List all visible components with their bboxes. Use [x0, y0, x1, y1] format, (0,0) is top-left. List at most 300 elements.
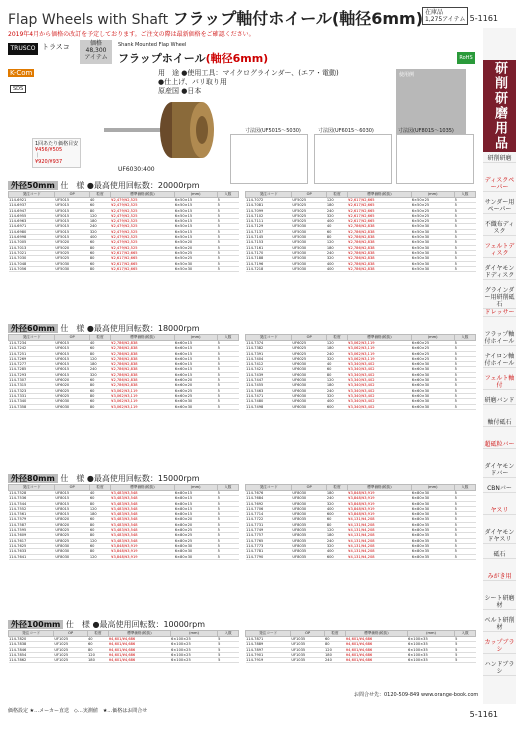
page-code: 5-1161: [469, 14, 498, 23]
table-cell: 6×100×25: [171, 642, 218, 647]
table-cell: 80: [89, 266, 110, 271]
table-cell: 114-7544: [9, 501, 55, 506]
table-cell: ¥2,617/¥2,665: [348, 208, 412, 213]
table-cell: 114-7609: [9, 533, 55, 538]
table-cell: ¥3,483/¥3,548: [111, 533, 175, 538]
table-row[interactable]: [9, 266, 239, 271]
table-cell: 80: [88, 647, 109, 652]
table-cell: ¥4,131/¥4,208: [348, 554, 412, 559]
table-cell: 240: [326, 351, 347, 356]
table-cell: 114-7633: [9, 549, 55, 554]
table-cell: 5: [217, 356, 238, 361]
table-row[interactable]: [246, 266, 476, 271]
table-cell: 114-7676: [246, 491, 292, 496]
table-cell: UF1035: [291, 652, 325, 657]
table-cell: 320: [326, 256, 347, 261]
sidebar-item[interactable]: 研磨バンド: [484, 397, 515, 404]
table-cell: 5: [217, 533, 238, 538]
table-cell: ¥3,340/¥3,402: [348, 367, 412, 372]
sidebar-item[interactable]: ダイヤモンドディスク: [484, 265, 515, 279]
table-cell: 5: [454, 491, 475, 496]
table-cell: 6×80×30: [411, 491, 454, 496]
table-cell: UF8015: [55, 496, 89, 501]
table-row[interactable]: [9, 404, 239, 409]
table-header: 発注コード: [246, 335, 292, 341]
table-cell: ¥2,786/¥2,838: [348, 235, 412, 240]
table-cell: 114-7552: [9, 506, 55, 511]
table-header: (mm): [411, 485, 454, 491]
sidebar-item[interactable]: ヤスリ: [483, 507, 516, 515]
section-spec: 仕 様 ●最高使用回転数：10000rpm: [63, 620, 206, 629]
table-cell: ¥3,340/¥3,402: [348, 372, 412, 377]
table-cell: 114-7820: [9, 637, 54, 642]
table-cell: 5: [454, 245, 475, 250]
table-cell: 40: [89, 198, 110, 203]
table-header: OP: [291, 631, 325, 637]
spec-line: ●仕上げ、バリ取り用: [158, 78, 227, 86]
table-cell: 5: [217, 245, 238, 250]
sidebar-item[interactable]: ディスクペーパー: [484, 177, 515, 191]
table-cell: ¥2,786/¥2,838: [348, 229, 412, 234]
table-cell: UF5025: [292, 198, 326, 203]
table-cell: 120: [89, 506, 110, 511]
table-cell: 5: [217, 543, 238, 548]
sidebar-item[interactable]: 超砥粒バー: [484, 441, 515, 448]
table-cell: 120: [325, 647, 346, 652]
table-cell: 5: [454, 240, 475, 245]
table-row[interactable]: [9, 554, 239, 559]
table-cell: 5: [217, 383, 238, 388]
table-cell: 6×80×25: [174, 533, 217, 538]
sidebar-item[interactable]: ダイヤモンドバー: [484, 463, 515, 477]
table-row[interactable]: [246, 404, 476, 409]
table-cell: UF5015: [55, 235, 89, 240]
table-header: 発注コード: [9, 485, 55, 491]
table-cell: 600: [326, 512, 347, 517]
sidebar-item[interactable]: ハンドブラシ: [484, 661, 515, 675]
table-cell: 6×50×15: [174, 219, 217, 224]
table-cell: 114-7455: [246, 383, 292, 388]
table-cell: ¥4,601/¥4,686: [108, 658, 170, 663]
table-cell: ¥4,601/¥4,686: [108, 647, 170, 652]
table-cell: UF8030: [55, 543, 89, 548]
contact-info: お問合せ先：0120-509-849 www.orange-book.com: [354, 692, 479, 698]
items-unit: アイテム: [84, 54, 108, 61]
table-cell: 114-7277: [9, 362, 55, 367]
table-cell: 120: [89, 213, 110, 218]
table-cell: ¥2,617/¥2,665: [348, 219, 412, 224]
table-cell: 114-7099: [246, 208, 292, 213]
table-cell: ¥3,848/¥3,919: [348, 491, 412, 496]
table-cell: 40: [326, 224, 347, 229]
table-cell: 5: [217, 261, 238, 266]
table-cell: 5: [455, 647, 476, 652]
table-cell: 6×80×35: [411, 528, 454, 533]
table-cell: 5: [217, 240, 238, 245]
dimension-figure: [396, 134, 474, 184]
table-cell: 5: [217, 235, 238, 240]
table-cell: UF8035: [292, 517, 326, 522]
table-cell: 60: [325, 637, 346, 642]
size-section: [8, 180, 476, 272]
table-cell: 114-7765: [246, 538, 292, 543]
sidebar-item[interactable]: シート研磨材: [484, 595, 515, 609]
table-cell: UF8035: [292, 538, 326, 543]
table-cell: 114-7528: [9, 491, 55, 496]
table-cell: ¥3,062/¥3,119: [111, 404, 175, 409]
table-cell: 80: [89, 245, 110, 250]
table-cell: 6×50×30: [174, 261, 217, 266]
table-cell: ¥2,617/¥2,665: [111, 261, 175, 266]
table-cell: 114-7901: [246, 652, 291, 657]
table-cell: UF6030: [55, 404, 89, 409]
table-cell: UF8020: [55, 522, 89, 527]
table-cell: 5: [454, 517, 475, 522]
table-header: 入数: [454, 485, 475, 491]
table-cell: 5: [454, 538, 475, 543]
table-cell: 6×60×30: [411, 388, 454, 393]
table-cell: 60: [89, 240, 110, 245]
table-cell: 5: [454, 404, 475, 409]
table-cell: 114-7579: [9, 517, 55, 522]
table-cell: 6×60×30: [411, 393, 454, 398]
table-cell: ¥4,131/¥4,208: [348, 543, 412, 548]
table-header: 発注コード: [9, 631, 54, 637]
table-cell: UF5030: [292, 229, 326, 234]
sidebar-active-category[interactable]: 研削研磨用品: [483, 60, 516, 152]
table-cell: 5: [454, 250, 475, 255]
table-cell: 5: [217, 208, 238, 213]
table-cell: 6×60×30: [174, 399, 217, 404]
table-cell: 114-7498: [246, 404, 292, 409]
table-cell: ¥2,786/¥2,838: [348, 256, 412, 261]
table-header: 入数: [455, 631, 476, 637]
table-cell: 180: [326, 245, 347, 250]
table-cell: ¥4,131/¥4,208: [348, 538, 412, 543]
table-cell: 6×80×25: [174, 528, 217, 533]
table-cell: 114-7625: [9, 543, 55, 548]
table-cell: 114-7684: [246, 496, 292, 501]
table-cell: 6×50×20: [174, 240, 217, 245]
table-cell: 114-7170: [246, 250, 292, 255]
table-cell: ¥2,617/¥2,665: [348, 198, 412, 203]
table-cell: 600: [326, 404, 347, 409]
table-cell: 6×80×35: [411, 543, 454, 548]
table-cell: 120: [326, 240, 347, 245]
table-cell: 6×100×35: [408, 637, 455, 642]
table-cell: 6×50×30: [411, 266, 454, 271]
table-cell: 114-7790: [246, 554, 292, 559]
table-cell: UF6015: [55, 351, 89, 356]
table-header: 標準価格(税抜): [111, 485, 175, 491]
product-image: [100, 88, 220, 166]
table-cell: 114-7617: [9, 538, 55, 543]
table-cell: UF6015: [55, 356, 89, 361]
dimension-figure: [230, 134, 308, 184]
dim-fig-label: 寸法図(UF6015〜6030): [318, 128, 374, 134]
table-cell: 6×60×30: [174, 404, 217, 409]
table-cell: 5: [454, 229, 475, 234]
table-cell: 400: [89, 235, 110, 240]
table-header: OP: [54, 631, 88, 637]
table-cell: 60: [89, 261, 110, 266]
table-cell: 400: [326, 506, 347, 511]
table-cell: 80: [89, 533, 110, 538]
table-cell: ¥3,483/¥3,548: [111, 512, 175, 517]
table-cell: UF5030: [55, 261, 89, 266]
table-cell: 6×60×30: [411, 399, 454, 404]
price-note: [32, 138, 81, 168]
table-header: 標準価格(税抜): [348, 335, 412, 341]
table-cell: 114-7056: [9, 266, 55, 271]
product-name-note: (軸径6mm): [205, 52, 269, 65]
dimension-figure: [314, 134, 392, 184]
table-cell: 240: [325, 658, 346, 663]
table-cell: 180: [88, 658, 109, 663]
table-cell: 5: [217, 250, 238, 255]
kcom-badge: K-Com: [10, 69, 33, 77]
title-en: Flap Wheels with Shaft: [8, 12, 169, 28]
table-cell: 600: [326, 554, 347, 559]
sidebar-item[interactable]: 研削研磨: [483, 155, 516, 163]
table-cell: UF6030: [292, 378, 326, 383]
table-cell: 114-7421: [246, 367, 292, 372]
table-cell: 60: [89, 399, 110, 404]
table-cell: UF6030: [292, 393, 326, 398]
table-cell: UF6025: [292, 356, 326, 361]
table-cell: 60: [89, 517, 110, 522]
table-cell: UF5025: [55, 256, 89, 261]
table-cell: 114-7072: [246, 198, 292, 203]
table-cell: 240: [326, 538, 347, 543]
table-cell: 240: [326, 496, 347, 501]
table-cell: ¥2,479/¥2,525: [111, 229, 175, 234]
table-cell: 6×60×15: [174, 362, 217, 367]
table-cell: UF8025: [55, 528, 89, 533]
sidebar-item[interactable]: 軸付砥石: [483, 419, 516, 427]
table-cell: 6×50×25: [174, 250, 217, 255]
sidebar-item[interactable]: ベルト研削材: [484, 617, 515, 631]
table-cell: ¥3,848/¥3,919: [348, 506, 412, 511]
table-cell: 180: [326, 346, 347, 351]
table-cell: 114-7021: [9, 250, 55, 255]
table-cell: 40: [326, 362, 347, 367]
table-cell: 6×60×25: [411, 341, 454, 346]
table-cell: UF6020: [55, 383, 89, 388]
table-cell: 40: [89, 491, 110, 496]
table-header: 発注コード: [9, 192, 55, 198]
sidebar-item[interactable]: ダイヤモンドヤスリ: [484, 529, 515, 543]
table-cell: 6×60×30: [411, 362, 454, 367]
table-cell: UF1035: [291, 658, 325, 663]
table-cell: 60: [89, 528, 110, 533]
table-cell: 5: [217, 341, 238, 346]
table-cell: ¥2,479/¥2,525: [111, 198, 175, 203]
table-cell: 60: [88, 642, 109, 647]
product-table: [8, 630, 239, 663]
table-cell: 114-7315: [9, 383, 55, 388]
table-cell: 80: [89, 383, 110, 388]
table-header: 標準価格(税抜): [108, 631, 170, 637]
table-cell: 5: [454, 351, 475, 356]
table-cell: 6×50×25: [174, 256, 217, 261]
table-cell: 114-7145: [246, 235, 292, 240]
footer-legend: 価格設定 ★…メーカー直送 ◇…実測値 ★…価格はお問合せ: [8, 708, 148, 714]
table-header: OP: [292, 485, 326, 491]
dim-fig-label: 寸法図(UF8015〜1035): [398, 128, 454, 134]
table-cell: 5: [217, 393, 238, 398]
sidebar-item[interactable]: カップブラシ: [484, 639, 515, 653]
table-cell: ¥3,062/¥3,119: [348, 356, 412, 361]
table-cell: 114-7251: [9, 351, 55, 356]
section-spec: 仕 様 ●最高使用回転数：15000rpm: [57, 474, 200, 483]
table-cell: 5: [454, 533, 475, 538]
table-cell: 6×50×30: [411, 261, 454, 266]
sidebar-item[interactable]: 不織布ディスク: [484, 221, 515, 235]
table-cell: UF6030: [292, 383, 326, 388]
product-table: [8, 484, 239, 560]
table-cell: ¥2,786/¥2,838: [111, 362, 175, 367]
table-cell: 5: [217, 367, 238, 372]
table-cell: ¥2,617/¥2,665: [111, 266, 175, 271]
table-cell: 6×80×35: [411, 549, 454, 554]
table-cell: 114-7293: [9, 372, 55, 377]
sidebar-item[interactable]: CBNバー: [483, 485, 516, 493]
table-cell: UF8035: [292, 533, 326, 538]
section-heading: [8, 619, 476, 630]
table-cell: UF5030: [55, 266, 89, 271]
table-cell: 114-7030: [9, 256, 55, 261]
table-header: OP: [292, 335, 326, 341]
table-cell: 180: [326, 533, 347, 538]
table-cell: 180: [326, 491, 347, 496]
table-cell: 114-7382: [246, 346, 292, 351]
table-cell: 6×80×30: [411, 506, 454, 511]
table-cell: ¥4,131/¥4,208: [348, 549, 412, 554]
price-note-line: 1回あたり価格目安: [35, 141, 79, 147]
table-cell: 114-7641: [9, 554, 55, 559]
table-cell: UF1035: [291, 637, 325, 642]
table-cell: 80: [89, 393, 110, 398]
table-cell: UF8015: [55, 512, 89, 517]
table-cell: 114-7153: [246, 240, 292, 245]
sidebar-item[interactable]: 砥石: [483, 551, 516, 559]
table-cell: 320: [326, 213, 347, 218]
table-cell: 114-7374: [246, 341, 292, 346]
table-header: 入数: [218, 631, 239, 637]
table-cell: 60: [89, 203, 110, 208]
sidebar-item[interactable]: ナイロン軸付ホイール: [484, 353, 515, 367]
table-cell: ¥3,340/¥3,402: [348, 362, 412, 367]
table-cell: 180: [89, 362, 110, 367]
table-cell: 80: [89, 549, 110, 554]
table-cell: 6×50×30: [411, 256, 454, 261]
table-header: 入数: [217, 192, 238, 198]
sidebar-item[interactable]: ドレッサー: [484, 309, 515, 316]
table-row[interactable]: [246, 658, 476, 663]
table-cell: ¥4,601/¥4,686: [345, 652, 407, 657]
table-cell: 6×80×35: [411, 554, 454, 559]
table-cell: 5: [454, 388, 475, 393]
sidebar-item[interactable]: フェルトディスク: [484, 243, 515, 257]
table-cell: 5: [217, 224, 238, 229]
table-cell: 6×80×30: [174, 549, 217, 554]
table-cell: ¥3,340/¥3,402: [348, 383, 412, 388]
table-cell: ¥3,062/¥3,119: [348, 346, 412, 351]
sidebar-item[interactable]: フラップ軸付ホイール: [484, 331, 515, 345]
table-cell: UF6030: [292, 399, 326, 404]
table-cell: 6×80×35: [411, 517, 454, 522]
table-cell: UF6030: [292, 372, 326, 377]
table-cell: ¥3,340/¥3,402: [348, 378, 412, 383]
table-cell: ¥3,483/¥3,548: [111, 517, 175, 522]
sidebar-item[interactable]: みがき用: [483, 573, 516, 581]
table-cell: 400: [326, 219, 347, 224]
table-cell: ¥2,786/¥2,838: [111, 351, 175, 356]
table-cell: 80: [325, 642, 346, 647]
table-cell: UF8015: [55, 491, 89, 496]
table-cell: 180: [89, 512, 110, 517]
sidebar-item[interactable]: グラインダー用研削砥石: [484, 287, 515, 308]
table-cell: 114-7749: [246, 528, 292, 533]
table-cell: ¥3,483/¥3,548: [111, 496, 175, 501]
table-cell: UF6015: [55, 362, 89, 367]
table-cell: 6×60×15: [174, 351, 217, 356]
table-cell: 400: [326, 399, 347, 404]
table-cell: 6×50×30: [411, 245, 454, 250]
size-section: [8, 473, 476, 560]
table-cell: 5: [454, 219, 475, 224]
table-cell: 80: [89, 256, 110, 261]
table-cell: UF5015: [55, 198, 89, 203]
table-cell: 80: [326, 235, 347, 240]
table-cell: 320: [326, 393, 347, 398]
table-cell: 5: [454, 356, 475, 361]
table-cell: 6×100×35: [408, 642, 455, 647]
table-header: 標準価格(税抜): [345, 631, 407, 637]
sidebar-item[interactable]: フェルト軸付: [484, 375, 515, 389]
table-cell: 114-6998: [9, 235, 55, 240]
table-cell: ¥4,601/¥4,686: [345, 647, 407, 652]
table-row[interactable]: [246, 554, 476, 559]
product-table: [8, 334, 239, 410]
table-cell: UF5030: [292, 235, 326, 240]
table-cell: 114-7331: [9, 393, 55, 398]
table-cell: 5: [454, 372, 475, 377]
table-cell: ¥2,479/¥2,525: [111, 213, 175, 218]
table-row[interactable]: [9, 658, 239, 663]
table-cell: 6×80×35: [411, 533, 454, 538]
table-cell: 114-7358: [9, 404, 55, 409]
table-cell: UF8025: [55, 538, 89, 543]
table-header: 粒度: [89, 485, 110, 491]
table-cell: 6×50×15: [174, 229, 217, 234]
table-cell: ¥2,786/¥2,838: [348, 224, 412, 229]
table-header: OP: [292, 192, 326, 198]
table-cell: 60: [89, 543, 110, 548]
section-heading: [8, 323, 476, 334]
sidebar-item[interactable]: サンダー用ペーパー: [484, 199, 515, 213]
table-cell: 5: [218, 652, 239, 657]
table-cell: ¥3,062/¥3,119: [111, 393, 175, 398]
brand-logo: TRUSCO: [8, 43, 38, 55]
table-cell: 40: [89, 341, 110, 346]
table-cell: 5: [218, 658, 239, 663]
table-cell: ¥2,479/¥2,525: [111, 235, 175, 240]
table-cell: ¥4,601/¥4,686: [108, 642, 170, 647]
table-cell: 114-7862: [9, 658, 54, 663]
table-cell: 114-7218: [246, 266, 292, 271]
